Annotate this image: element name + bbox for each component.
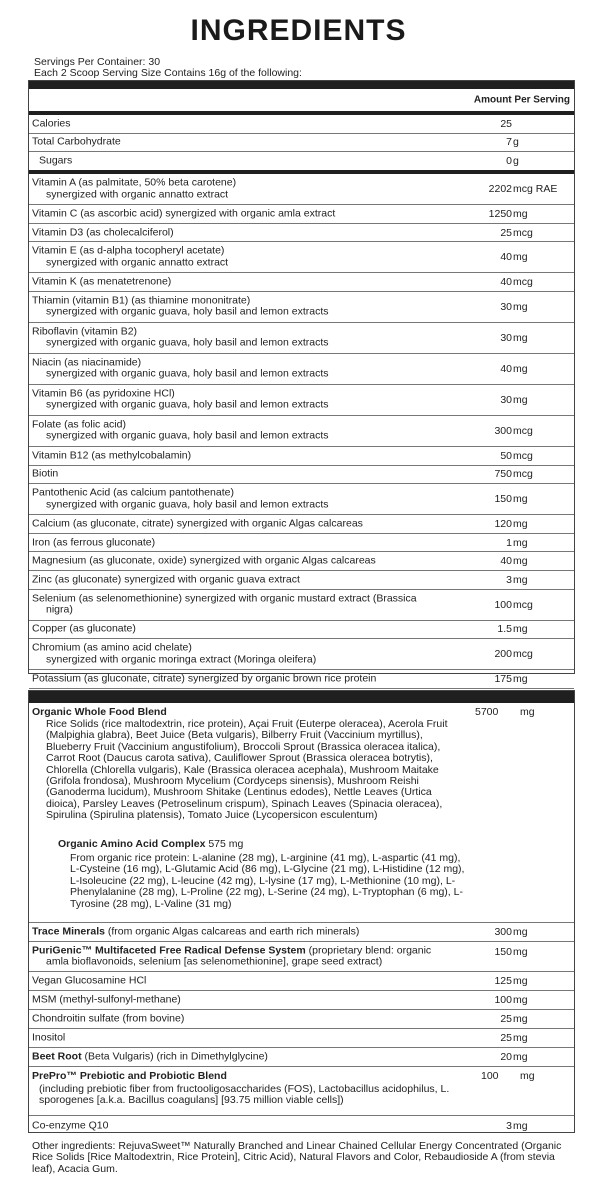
- nutrient-amount: 40: [500, 555, 512, 568]
- nutrient-unit: mcg: [513, 424, 533, 437]
- nutrient-row: [29, 416, 574, 447]
- nutrient-unit: mg: [513, 331, 528, 344]
- nutrient-label: [32, 537, 472, 549]
- nutrient-label-line2: synergized with organic guava, holy basil and lemon extracts: [46, 429, 329, 442]
- nutrient-row: [29, 552, 574, 571]
- nutrient-amount: 40: [500, 276, 512, 289]
- nutrient-unit: g: [513, 136, 519, 149]
- nutrient-label-line1: Total Carbohydrate: [32, 135, 121, 148]
- nutrient-row: [29, 292, 574, 323]
- supplement-label-line1: Vegan Glucosamine HCl: [32, 974, 147, 987]
- nutrient-unit: mg: [513, 362, 528, 375]
- blend-panel: [28, 690, 575, 1133]
- supplement-name: Trace Minerals: [32, 925, 105, 938]
- nutrient-unit: mcg: [513, 598, 533, 611]
- nutrient-label-line1: Vitamin B12 (as methylcobalamin): [32, 449, 192, 462]
- nutrient-row: [29, 242, 574, 273]
- supplement-amount: 20: [500, 1051, 512, 1063]
- prepro-unit: mg: [520, 1070, 535, 1082]
- nutrient-label-line2: synergized with organic annatto extract: [46, 256, 229, 269]
- nutrient-label-line2: synergized with organic guava, holy basil and lemon extracts: [46, 305, 329, 318]
- supplement-label: [32, 1013, 472, 1025]
- nutrient-label: [32, 118, 472, 130]
- nutrient-unit: mg: [513, 623, 528, 636]
- prepro-ingredients: (including prebiotic fiber from fructooligosaccharides (FOS), Lactobacillus acidophilus, L. sporogenes [a.k.a. Bacillus coagulans] [93.75 million viable cells]): [39, 1083, 450, 1107]
- nutrient-label-line1: Calcium (as gluconate, citrate) synergized with organic Algas calcareas: [32, 517, 363, 530]
- nutrient-amount: 25: [500, 117, 512, 130]
- nutrient-label-line1: Chromium (as amino acid chelate): [32, 641, 192, 654]
- nutrient-amount: 30: [500, 393, 512, 406]
- nutrient-amount: 30: [500, 300, 512, 313]
- supplement-amount: 100: [494, 994, 512, 1006]
- nutrient-row: [29, 174, 574, 205]
- nutrient-label-line1: Calories: [32, 117, 71, 130]
- supplement-label-line2: amla bioflavonoids, selenium [as selenomethionine], grape seed extract): [46, 955, 383, 968]
- supplement-row: [29, 942, 574, 972]
- panel2-top-bar: [29, 691, 574, 703]
- nutrient-label: [32, 178, 472, 201]
- nutrient-label: [32, 326, 472, 349]
- nutrient-amount: 40: [500, 362, 512, 375]
- nutrient-label-line1: Sugars: [39, 154, 73, 167]
- supplement-row: [29, 1010, 574, 1029]
- nutrient-label-line1: Copper (as gluconate): [32, 622, 136, 635]
- supplement-amount: 125: [494, 975, 512, 987]
- coq10-unit: mg: [513, 1120, 528, 1132]
- nutrient-unit: mg: [513, 493, 528, 506]
- supplement-unit: mg: [513, 1051, 528, 1063]
- supplement-detail: (from organic Algas calcareas and earth rich minerals): [104, 925, 360, 938]
- nutrient-label: [32, 574, 472, 586]
- nutrient-row: [29, 515, 574, 534]
- nutrient-label-line2: synergized with organic guava, holy basil and lemon extracts: [46, 398, 329, 411]
- page-title: INGREDIENTS: [190, 14, 407, 47]
- nutrient-unit: mg: [513, 300, 528, 313]
- nutrient-row: [29, 224, 574, 243]
- nutrient-label: [32, 388, 472, 411]
- nutrient-unit: g: [513, 155, 519, 168]
- nutrient-label: [32, 555, 472, 567]
- supplement-label: [32, 994, 472, 1006]
- nutrient-row: [29, 571, 574, 590]
- prepro-title: PrePro™ Prebiotic and Probiotic Blend: [32, 1070, 227, 1082]
- nutrient-amount: 30: [500, 331, 512, 344]
- nutrient-label-line2: synergized with organic guava, holy basil and lemon extracts: [46, 498, 329, 511]
- nutrient-unit: mcg: [513, 648, 533, 661]
- supplement-row: [29, 1029, 574, 1048]
- nutrient-unit: mg: [513, 517, 528, 530]
- nutrient-amount: 200: [494, 648, 512, 661]
- nutrient-row: [29, 447, 574, 466]
- nutrient-label-line1: Magnesium (as gluconate, oxide) synergized with organic Algas calcareas: [32, 554, 376, 567]
- nutrient-amount: 100: [494, 598, 512, 611]
- supplement-unit: mg: [513, 975, 528, 987]
- nutrient-label-line1: Thiamin (vitamin B1) (as thiamine mononitrate): [32, 294, 251, 307]
- nutrient-unit: mg: [513, 251, 528, 264]
- nutrient-label-line2: nigra): [46, 603, 73, 616]
- supplement-label-line1: MSM (methyl-sulfonyl-methane): [32, 993, 181, 1006]
- blend-ingredients: Rice Solids (rice maltodextrin, rice protein), Açai Fruit (Euterpe oleracea), Acerola Fruit (Malpighia glabra), Beet Juice (Beta vulgaris), Bilberry Fruit (Vaccinium myrtillus), Blueberry Fruit (Vaccinium angustifolium), Broccoli Sprout (Brassica oleracea italica), Carrot Root (Daucus carota sativa), Cauliflower Sprout (Brassica oleracea botrytis), Chlorella (Chlorella vulgaris), Kale (Brassica oleracea acephala), Mushroom Maitake (Grifola frondosa), Mushroom Mycelium (Cordyceps sinensis), Mushroom Reishi (Ganoderma lucidum), Mushroom Shitake (Lentinus edodes), Nettle Leaves (Urtica dioica), Parsley Leaves (Petroselinum crispum), Spinach Leaves (Spinacia oleracea), Spirulina (Spirulina platensis), Tomato Juice (Lycopersicon esculentum): [46, 718, 448, 822]
- nutrient-label: [32, 469, 472, 481]
- nutrient-label-line1: Biotin: [32, 467, 59, 480]
- supplement-name: Beet Root: [32, 1050, 82, 1063]
- supplement-row: [29, 923, 574, 942]
- nutrient-label-line1: Niacin (as niacinamide): [32, 356, 142, 369]
- nutrient-amount: 3: [506, 573, 512, 586]
- nutrient-row: [29, 466, 574, 485]
- supplement-label: [32, 926, 472, 938]
- nutrient-label-line1: Selenium (as selenomethionine) synergized with organic mustard extract (Brassica: [32, 592, 417, 605]
- supplement-label-line1: [32, 1050, 268, 1062]
- nutrient-row: [29, 621, 574, 640]
- coq10-label: Co-enzyme Q10: [32, 1119, 109, 1132]
- nutrient-unit: mg: [513, 393, 528, 406]
- other-ingredients: Other ingredients: RejuvaSweet™ Naturally Branched and Linear Chained Cellular Energy Concentrated (Organic Rice Solids [Rice Maltodextrin, Rice Protein], Citric Acid), Natural Flavors and Color, Rebaudioside A (from stevia leaf), Acacia Gum.: [32, 1140, 562, 1175]
- nutrient-amount: 7: [506, 136, 512, 149]
- blend-title: Organic Whole Food Blend: [32, 706, 167, 718]
- amino-amount: 575 mg: [208, 838, 244, 850]
- nutrient-row: [29, 590, 574, 621]
- nutrient-amount: 150: [494, 493, 512, 506]
- amount-header: Amount Per Serving: [473, 94, 570, 106]
- nutrient-row: [29, 354, 574, 385]
- nutrient-label: [32, 488, 472, 511]
- nutrient-label-line1: Potassium (as gluconate, citrate) synergized by organic brown rice protein: [32, 672, 377, 685]
- supplement-row: [29, 991, 574, 1010]
- nutrient-label-line1: Vitamin B6 (as pyridoxine HCl): [32, 387, 175, 400]
- nutrient-label: [32, 276, 472, 288]
- nutrient-unit: mg: [513, 207, 528, 220]
- supplement-unit: mg: [513, 994, 528, 1006]
- nutrient-label-line1: Riboflavin (vitamin B2): [32, 325, 138, 338]
- nutrient-row: [29, 385, 574, 416]
- nutrient-unit: mg: [513, 536, 528, 549]
- blend-unit: mg: [520, 706, 535, 718]
- nutrient-row: [29, 323, 574, 354]
- nutrient-row: [29, 152, 574, 174]
- serving-size: Each 2 Scoop Serving Size Contains 16g of the following:: [34, 67, 302, 79]
- supplement-name: PuriGenic™ Multifaceted Free Radical Defense System: [32, 944, 306, 956]
- supplement-unit: mg: [513, 946, 528, 958]
- nutrient-label: [32, 518, 472, 530]
- nutrient-label: [32, 624, 472, 636]
- prepro-amount: 100: [481, 1070, 499, 1082]
- supplement-amount: 25: [500, 1013, 512, 1025]
- nutrient-unit: mcg: [513, 468, 533, 481]
- supplement-label: [32, 1032, 472, 1044]
- supplement-label: [32, 975, 472, 987]
- nutrient-row: [29, 273, 574, 292]
- supplement-label: [32, 945, 472, 968]
- supplement-label-line1: [32, 944, 431, 956]
- nutrient-row: [29, 134, 574, 153]
- supplement-label-line1: Inositol: [32, 1031, 66, 1044]
- coq10-row: [29, 1116, 574, 1136]
- nutrient-row: [29, 115, 574, 134]
- nutrient-label-line1: Vitamin C (as ascorbic acid) synergized with organic amla extract: [32, 207, 336, 220]
- nutrient-row: [29, 670, 574, 689]
- amount-header-row: [29, 89, 574, 115]
- nutrient-label: [39, 155, 479, 167]
- nutrient-label: [32, 357, 472, 380]
- supplement-row: [29, 1048, 574, 1067]
- nutrient-label: [32, 246, 472, 269]
- nutrient-unit: mcg: [513, 449, 533, 462]
- nutrient-amount: 1: [506, 536, 512, 549]
- nutrient-amount: 25: [500, 226, 512, 239]
- nutrient-label-line1: Vitamin A (as palmitate, 50% beta carotene): [32, 176, 237, 189]
- nutrient-label-line1: Vitamin E (as d-alpha tocopheryl acetate): [32, 244, 225, 257]
- amino-complex: [58, 839, 468, 850]
- nutrient-label: [32, 450, 472, 462]
- nutrient-amount: 175: [494, 672, 512, 685]
- supplement-amount: 150: [494, 946, 512, 958]
- nutrient-label-line2: synergized with organic guava, holy basil and lemon extracts: [46, 367, 329, 380]
- supplement-detail: (proprietary blend: organic: [305, 944, 432, 956]
- nutrient-label-line1: Iron (as ferrous gluconate): [32, 535, 156, 548]
- nutrient-unit: mg: [513, 555, 528, 568]
- nutrient-amount: 300: [494, 424, 512, 437]
- nutrient-label-line2: synergized with organic guava, holy basil and lemon extracts: [46, 336, 329, 349]
- nutrient-label: [32, 137, 472, 149]
- nutrient-amount: 1.5: [497, 623, 512, 636]
- nutrient-row: [29, 484, 574, 515]
- nutrient-unit: mg: [513, 573, 528, 586]
- nutrient-label: [32, 419, 472, 442]
- supplement-amount: 25: [500, 1032, 512, 1044]
- nutrient-label: [32, 593, 472, 616]
- nutrient-rows: [29, 115, 574, 689]
- nutrient-row: [29, 534, 574, 553]
- supplement-label: [32, 1051, 472, 1063]
- nutrient-label-line1: Zinc (as gluconate) synergized with organic guava extract: [32, 572, 300, 585]
- nutrient-amount: 1250: [488, 207, 512, 220]
- supplement-unit: mg: [513, 1032, 528, 1044]
- supplement-label-line1: [32, 925, 359, 937]
- whole-food-blend: [29, 703, 574, 923]
- supplement-unit: mg: [513, 926, 528, 938]
- nutrient-label: [32, 295, 472, 318]
- supplement-detail: (Beta Vulgaris) (rich in Dimethylglycine): [81, 1050, 268, 1063]
- supplement-unit: mg: [513, 1013, 528, 1025]
- amino-ingredients: From organic rice protein: L-alanine (28 mg), L-arginine (41 mg), L-aspartic (41 mg), L-Cysteine (16 mg), L-Glutamic Acid (86 mg), L-Glycine (21 mg), L-Histidine (12 mg), L-Isoleucine (22 mg), L-leucine (42 mg), L-lysine (17 mg), L-Methionine (10 mg), L-Phenylalanine (28 mg), L-Proline (22 mg), L-Serine (24 mg), L-Tryptophan (6 mg), L-Tyrosine (28 mg), L-Valine (31 mg): [70, 852, 465, 910]
- nutrient-unit: mg: [513, 672, 528, 685]
- nutrient-label-line1: Folate (as folic acid): [32, 418, 126, 431]
- nutrient-unit: mcg: [513, 226, 533, 239]
- nutrient-label: [32, 643, 472, 666]
- nutrient-row: [29, 639, 574, 670]
- nutrient-unit: mcg RAE: [513, 183, 558, 196]
- nutrient-label-line1: Vitamin D3 (as cholecalciferol): [32, 225, 174, 238]
- prepro-blend: [29, 1067, 574, 1116]
- nutrient-amount: 750: [494, 468, 512, 481]
- amino-title: Organic Amino Acid Complex: [58, 838, 206, 850]
- nutrient-label-line1: Vitamin K (as menatetrenone): [32, 275, 172, 288]
- blend-amount: 5700: [475, 706, 499, 718]
- nutrient-unit: mcg: [513, 276, 533, 289]
- nutrient-amount: 40: [500, 251, 512, 264]
- nutrient-row: [29, 205, 574, 224]
- nutrient-label: [32, 227, 472, 239]
- panel-top-bar: [29, 81, 574, 89]
- nutrient-amount: 120: [494, 517, 512, 530]
- supplement-row: [29, 972, 574, 991]
- nutrient-label-line2: synergized with organic moringa extract (Moringa oleifera): [46, 653, 317, 666]
- nutrient-amount: 50: [500, 449, 512, 462]
- supplement-amount: 300: [494, 926, 512, 938]
- nutrition-panel: [28, 80, 575, 685]
- nutrient-label: [32, 208, 472, 220]
- nutrient-label-line1: Pantothenic Acid (as calcium pantothenate): [32, 486, 234, 499]
- servings-per-container: Servings Per Container: 30: [34, 56, 161, 68]
- nutrient-amount: 0: [506, 155, 512, 168]
- nutrient-amount: 2202: [488, 183, 512, 196]
- coq10-amount: 3: [506, 1120, 512, 1132]
- nutrient-label-line2: synergized with organic annatto extract: [46, 188, 229, 201]
- supplement-label-line1: Chondroitin sulfate (from bovine): [32, 1012, 185, 1025]
- nutrient-label: [32, 673, 472, 685]
- supplement-rows: [29, 923, 574, 1067]
